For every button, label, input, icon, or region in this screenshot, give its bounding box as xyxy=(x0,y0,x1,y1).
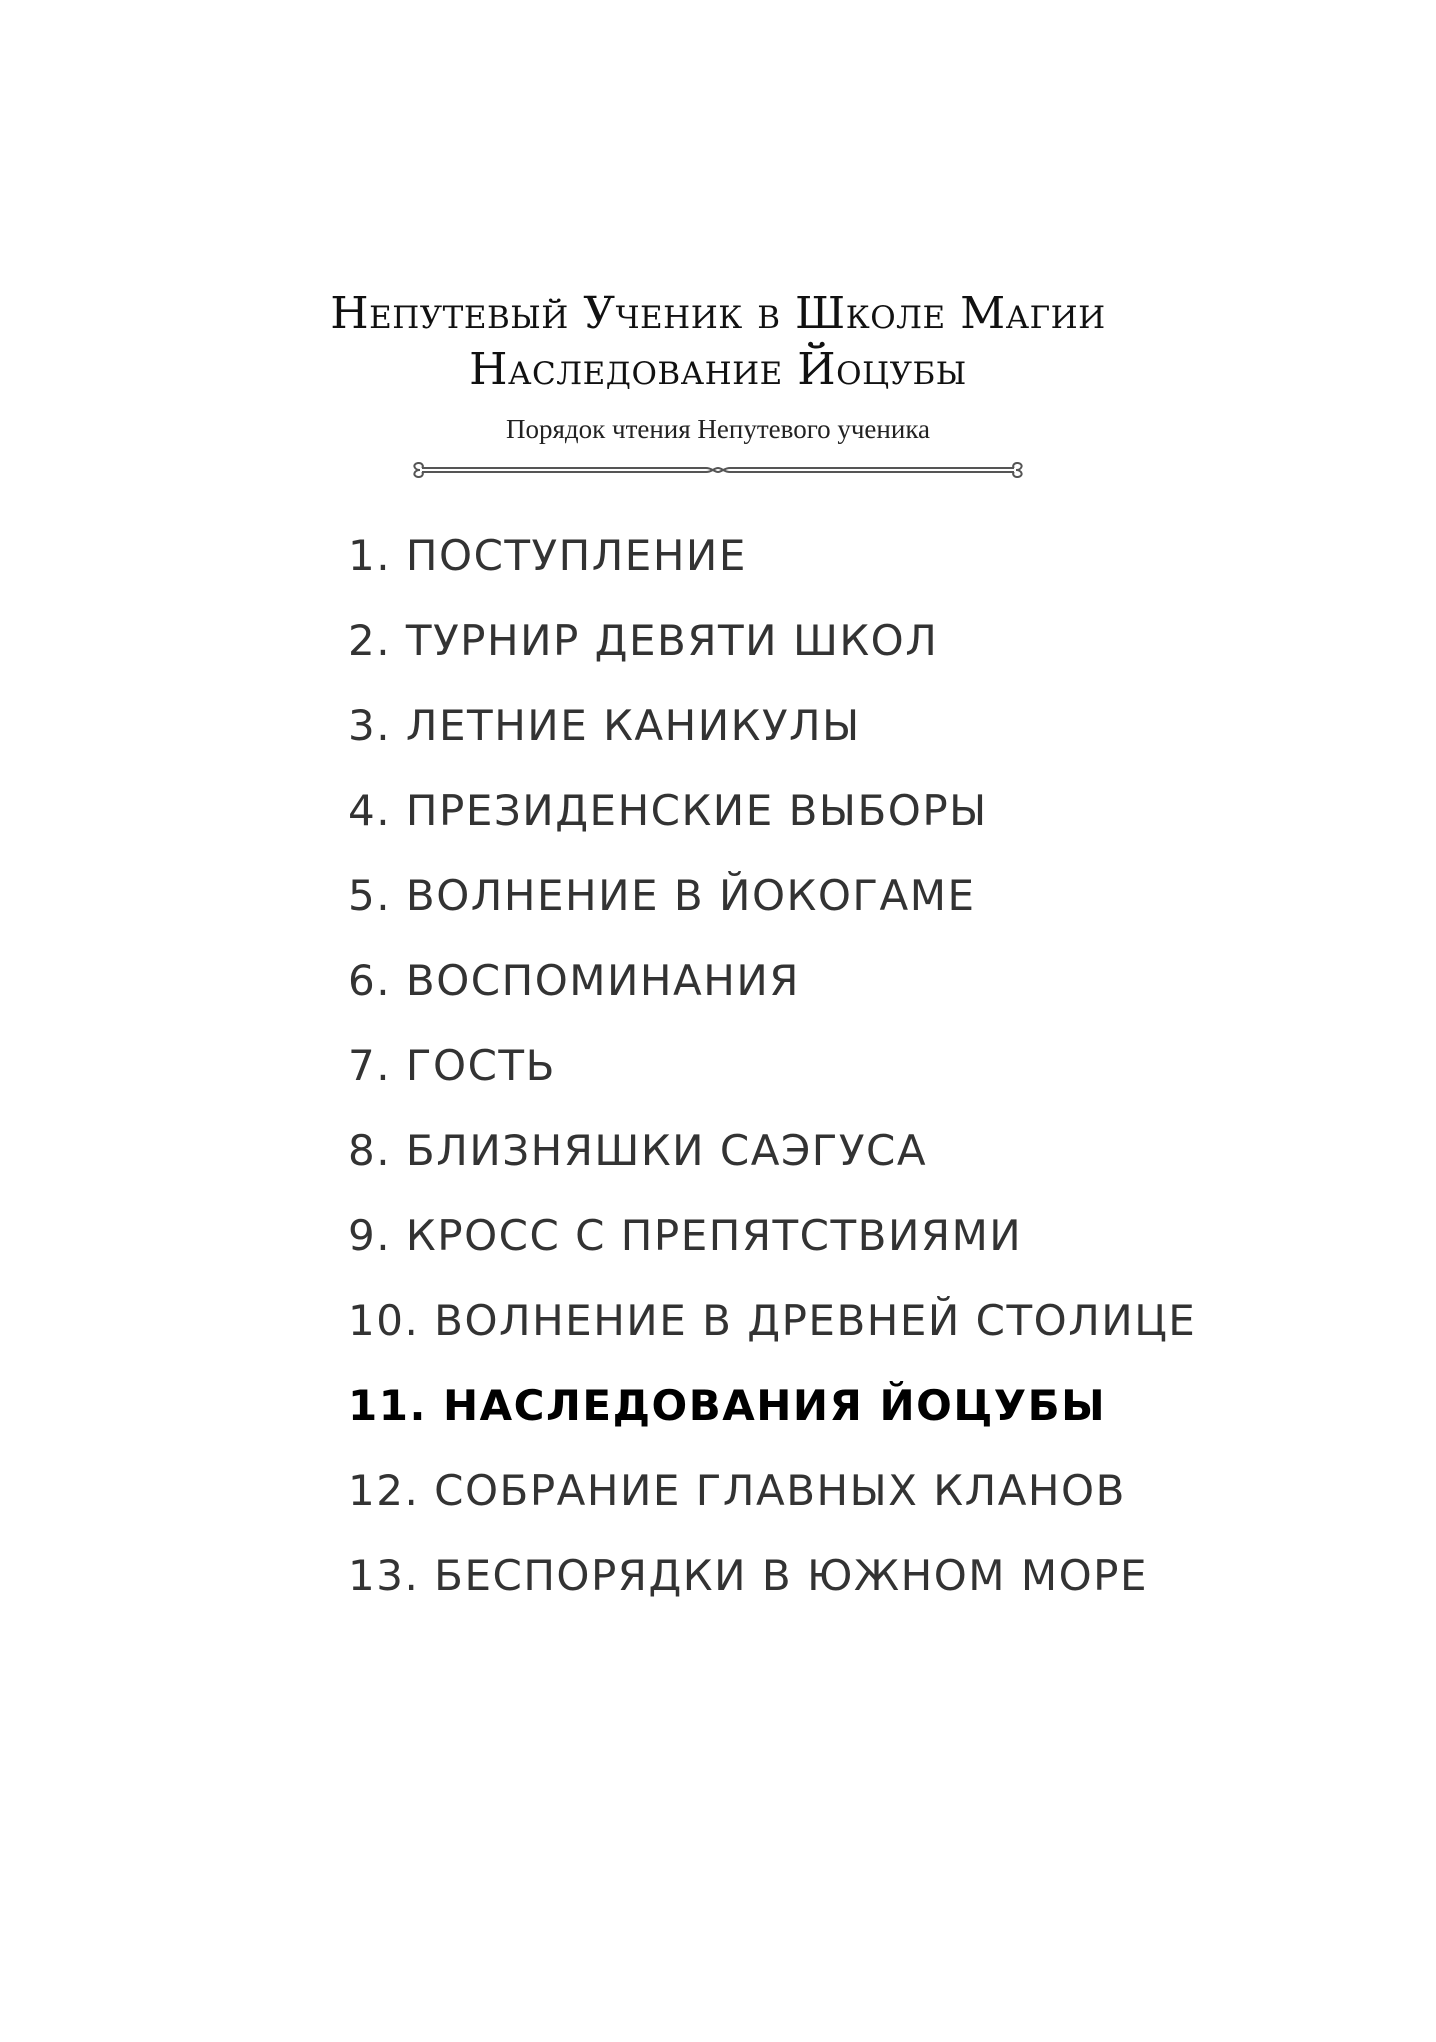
list-item: 6. ВОСПОМИНАНИЯ xyxy=(348,956,800,1005)
list-item: 2. ТУРНИР ДЕВЯТИ ШКОЛ xyxy=(348,616,939,665)
list-item: 10. ВОЛНЕНИЕ В ДРЕВНЕЙ СТОЛИЦЕ xyxy=(348,1296,1197,1345)
list-item: 7. ГОСТЬ xyxy=(348,1041,556,1090)
list-item: 8. БЛИЗНЯШКИ САЭГУСА xyxy=(348,1126,928,1175)
divider-ornament-icon xyxy=(410,458,1026,482)
list-item: 9. КРОСС С ПРЕПЯТСТВИЯМИ xyxy=(348,1211,1023,1260)
list-item: 5. ВОЛНЕНИЕ В ЙОКОГАМЕ xyxy=(348,871,976,920)
page-subtitle: Порядок чтения Непутевого ученика xyxy=(505,414,931,444)
list-item: 4. ПРЕЗИДЕНСКИЕ ВЫБОРЫ xyxy=(348,786,988,835)
volume-title: Наследование Йоцубы xyxy=(469,344,967,395)
list-item: 12. СОБРАНИЕ ГЛАВНЫХ КЛАНОВ xyxy=(348,1466,1126,1515)
list-item-current: 11. НАСЛЕДОВАНИЯ ЙОЦУБЫ xyxy=(348,1381,1107,1430)
series-title: Непутевый Ученик в Школе Магии xyxy=(330,288,1106,339)
list-item: 13. БЕСПОРЯДКИ В ЮЖНОМ МОРЕ xyxy=(348,1551,1149,1600)
list-item: 3. ЛЕТНИЕ КАНИКУЛЫ xyxy=(348,701,861,750)
list-item: 1. ПОСТУПЛЕНИЕ xyxy=(348,531,747,580)
reading-order-list xyxy=(348,526,1348,1631)
